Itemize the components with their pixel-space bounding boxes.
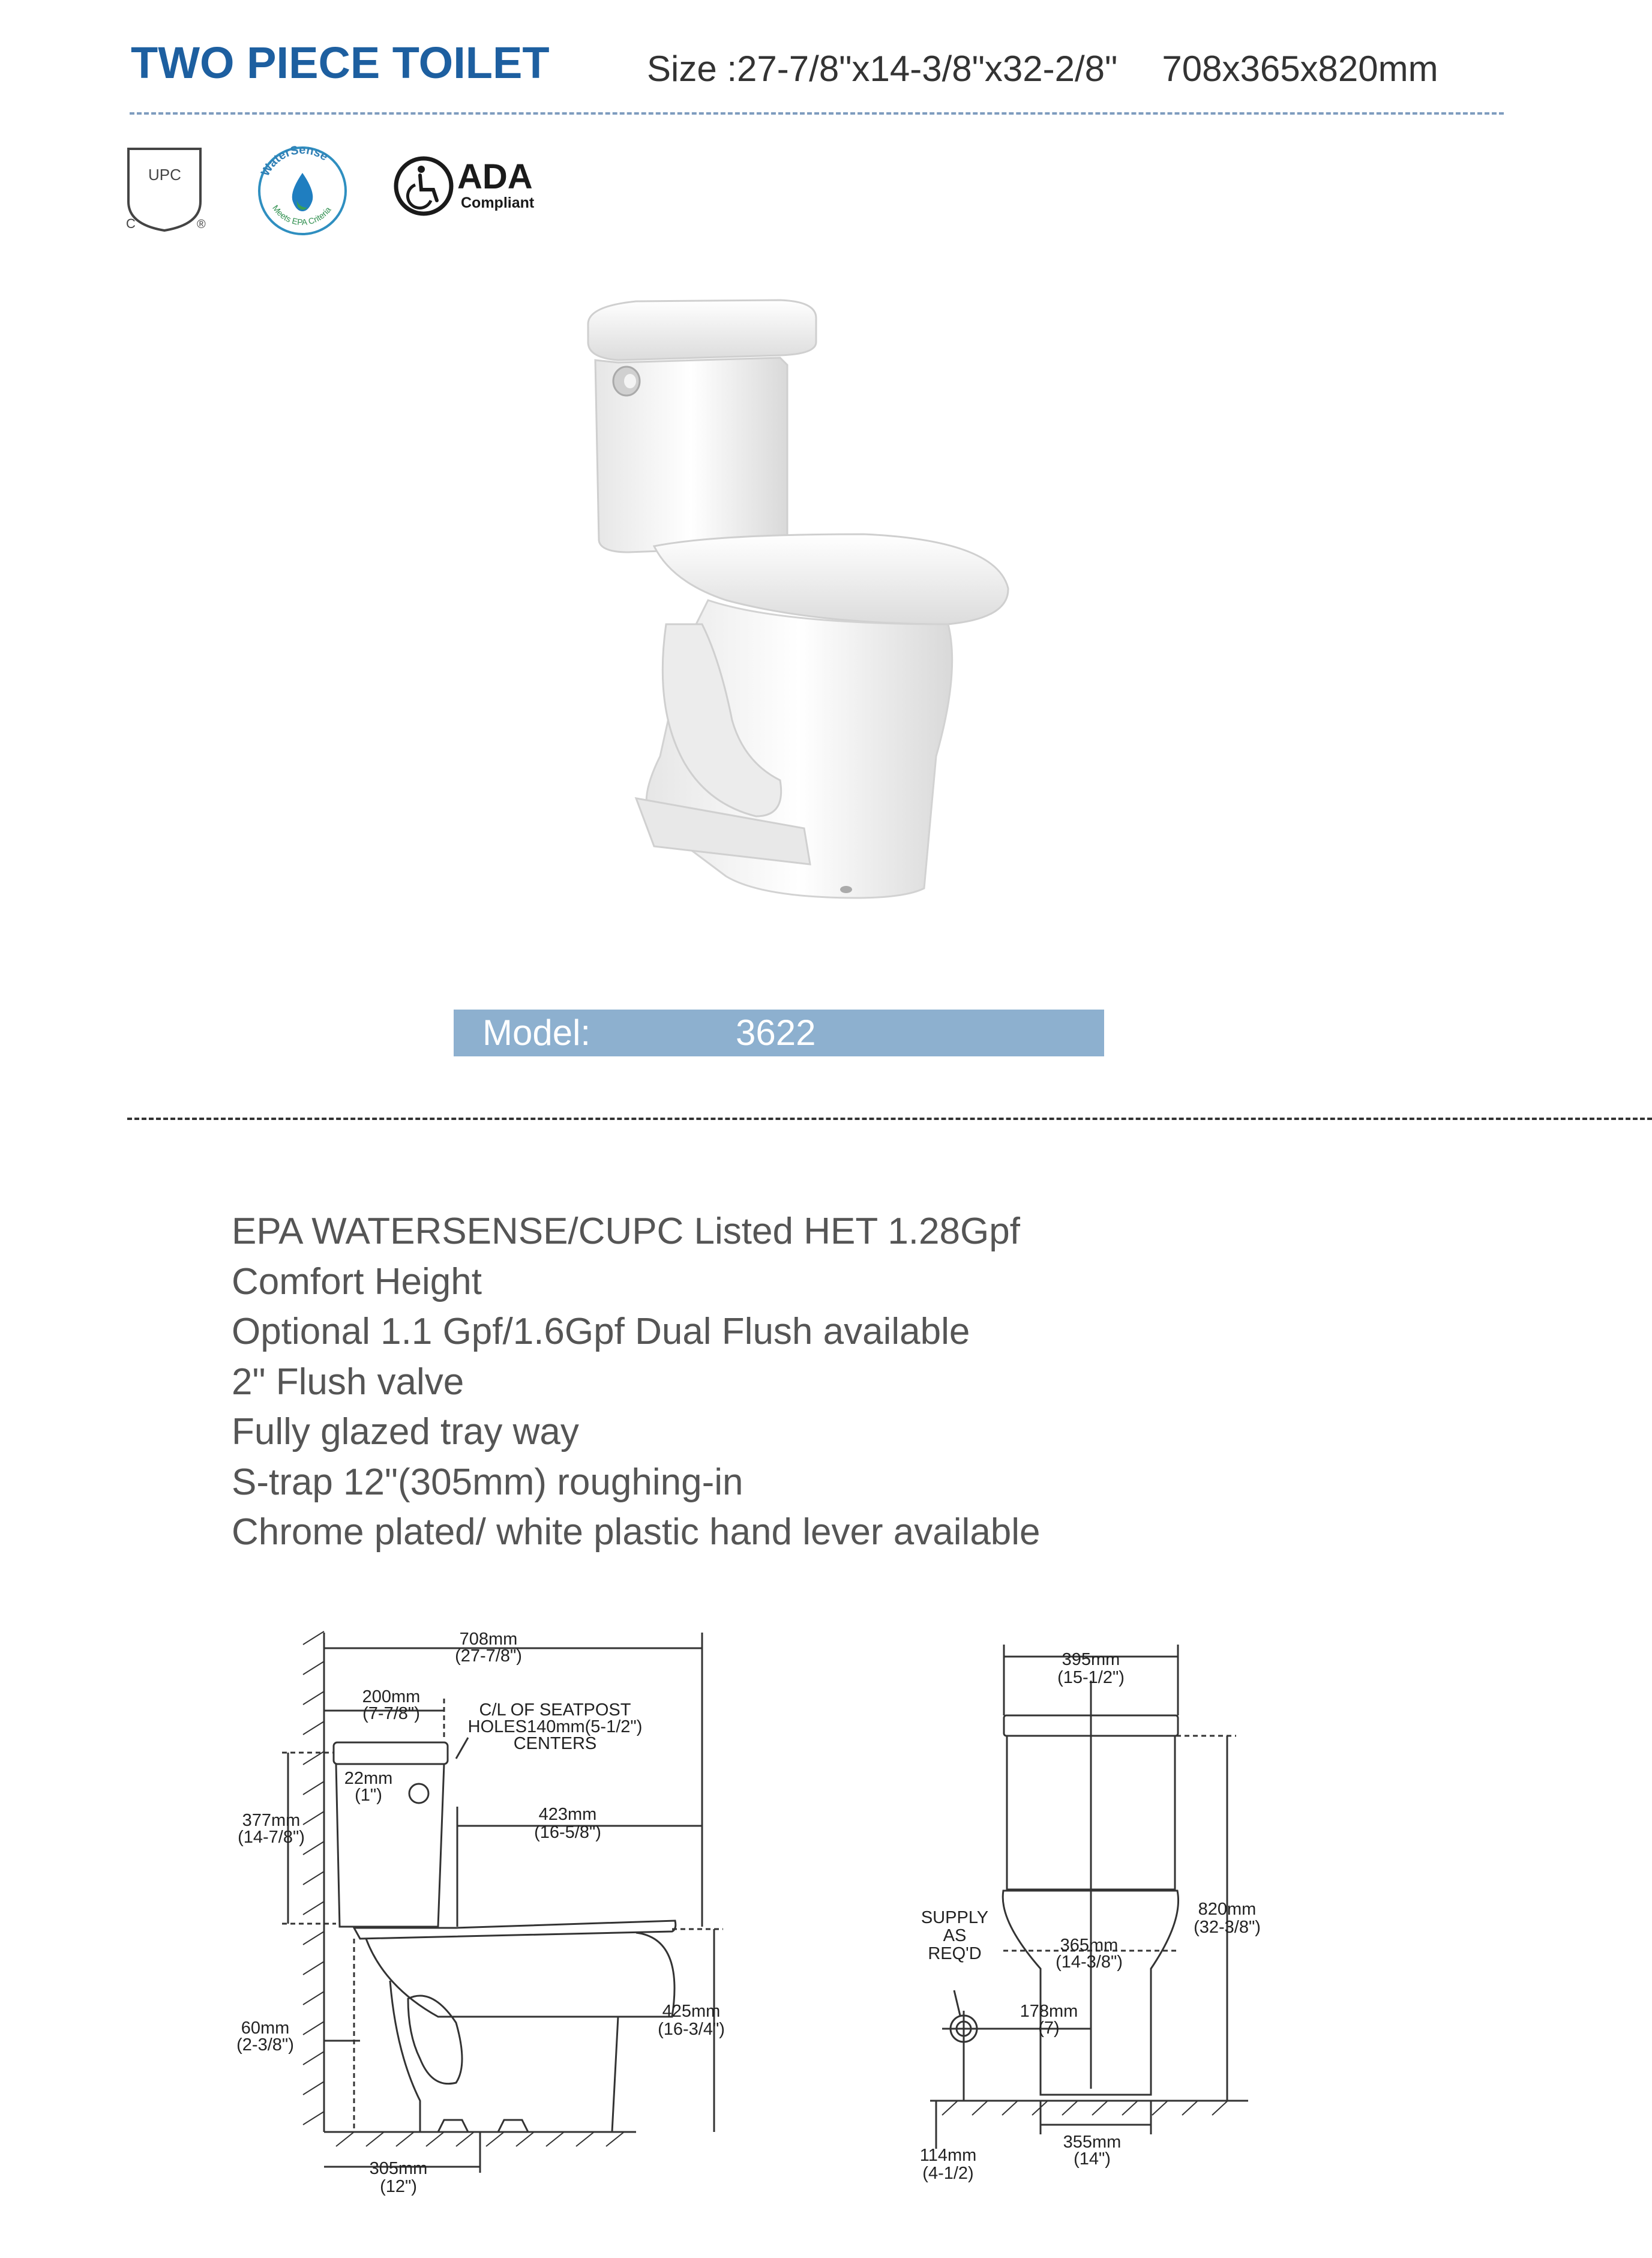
note-seatpost-line1: C/L OF SEATPOST <box>479 1700 631 1720</box>
feature-item: Chrome plated/ white plastic hand lever available <box>232 1511 1041 1553</box>
dim-base-width: 355mm <box>1063 2133 1122 2152</box>
size-metric: 708x365x820mm <box>1162 49 1438 89</box>
dim-lever: 22mm <box>344 1769 393 1788</box>
model-bar <box>454 1010 1104 1056</box>
dim-supply-offset-in: (7) <box>1038 2019 1060 2038</box>
watersense-ring-top: WaterSense <box>259 143 331 179</box>
dim-overall-width: 708mm <box>459 1630 518 1649</box>
dim-overall-width-in: (27-7/8") <box>455 1646 522 1666</box>
size-imperial: Size :27-7/8"x14-3/8"x32-2/8" <box>647 49 1118 89</box>
dim-lever-in: (1") <box>355 1786 382 1805</box>
ada-subtitle: Compliant <box>461 194 535 211</box>
upc-c-mark: C <box>126 216 136 231</box>
note-supply-line1: SUPPLY <box>921 1908 989 1927</box>
dim-tank-offset: 200mm <box>362 1687 421 1706</box>
dim-tank-height: 377mm <box>242 1811 301 1830</box>
dim-rough-in-in: (12") <box>380 2177 417 2196</box>
dim-bowl-width: 365mm <box>1060 1936 1119 1955</box>
dim-overall-height-in: (32-3/8") <box>1194 1918 1261 1937</box>
note-seatpost-line3: CENTERS <box>513 1734 597 1753</box>
model-number: 3622 <box>736 1013 816 1053</box>
dim-tank-offset-in: (7-7/8") <box>362 1704 420 1723</box>
model-label: Model: <box>482 1013 591 1053</box>
dim-overall-height: 820mm <box>1198 1900 1257 1919</box>
feature-item: Fully glazed tray way <box>232 1411 579 1453</box>
ada-compliant-logo <box>394 151 556 223</box>
watersense-ring-bottom: Meets EPA Criteria <box>271 203 333 227</box>
toilet-product-image <box>564 288 1032 912</box>
feature-item: 2" Flush valve <box>232 1361 464 1403</box>
dim-bowl-width-in: (14-3/8") <box>1056 1952 1123 1972</box>
upc-r-mark: ® <box>197 218 206 231</box>
dim-supply-height: 60mm <box>241 2019 290 2038</box>
feature-item: EPA WATERSENSE/CUPC Listed HET 1.28Gpf <box>232 1211 1020 1252</box>
front-elevation-drawing <box>870 1591 1350 2258</box>
dim-seat-height-in: (16-3/4") <box>658 2020 725 2039</box>
side-elevation-drawing <box>0 1591 780 2258</box>
dim-tank-width: 395mm <box>1062 1650 1120 1669</box>
header-divider <box>130 112 1504 115</box>
note-seatpost-line2: HOLES140mm(5-1/2") <box>467 1717 643 1736</box>
dim-supply-height-in: (2-3/8") <box>236 2035 294 2055</box>
dim-bowl-depth-in: (16-5/8") <box>534 1823 601 1842</box>
wheelchair-icon <box>396 158 451 214</box>
dim-supply-offset: 178mm <box>1020 2002 1078 2021</box>
dim-bowl-depth: 423mm <box>538 1805 597 1824</box>
note-supply-line3: REQ'D <box>928 1944 982 1963</box>
dim-supply-floor: 114mm <box>919 2146 977 2165</box>
dim-tank-height-in: (14-7/8") <box>238 1828 305 1847</box>
dim-base-width-in: (14") <box>1074 2149 1111 2169</box>
size-spec <box>647 48 1438 89</box>
dim-tank-width-in: (15-1/2") <box>1057 1668 1125 1687</box>
section-divider <box>127 1118 1652 1120</box>
feature-list <box>232 1206 1041 1558</box>
ada-title: ADA <box>457 157 533 196</box>
dim-supply-floor-in: (4-1/2) <box>922 2164 974 2183</box>
cupc-shield-icon <box>120 142 222 238</box>
feature-item: Comfort Height <box>232 1260 482 1302</box>
note-supply-line2: AS <box>943 1926 967 1945</box>
feature-item: Optional 1.1 Gpf/1.6Gpf Dual Flush available <box>232 1311 970 1352</box>
dim-rough-in: 305mm <box>369 2159 428 2178</box>
watersense-logo <box>252 142 354 238</box>
page-title: TWO PIECE TOILET <box>131 38 550 88</box>
dim-seat-height: 425mm <box>662 2002 721 2021</box>
upc-letters: UPC <box>148 166 181 184</box>
feature-item: S-trap 12"(305mm) roughing-in <box>232 1461 743 1503</box>
